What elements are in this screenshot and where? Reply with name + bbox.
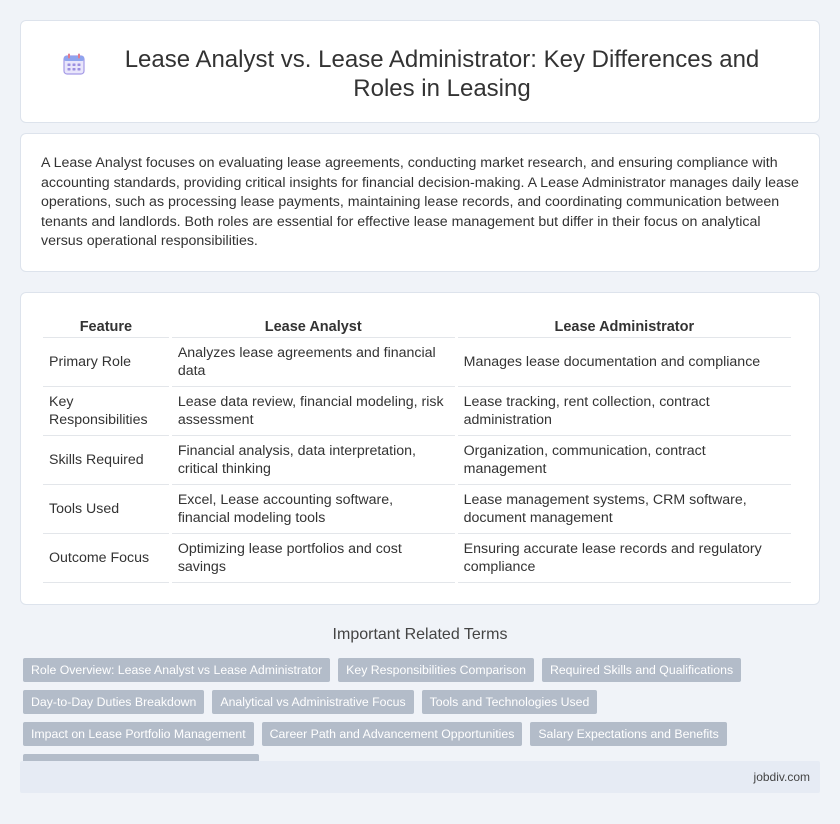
related-tag[interactable]: Career Path and Advancement Opportunities xyxy=(262,722,523,746)
administrator-cell: Lease tracking, rent collection, contract administration xyxy=(458,387,791,436)
administrator-cell: Lease management systems, CRM software, document management xyxy=(458,485,791,534)
comparison-card xyxy=(20,292,820,605)
analyst-cell: Financial analysis, data interpretation, critical thinking xyxy=(172,436,455,485)
header-feature: Feature xyxy=(43,313,169,338)
header-lease-administrator: Lease Administrator xyxy=(458,313,791,338)
intro-text: A Lease Analyst focuses on evaluating lease agreements, conducting market research, and ensuring compliance with accounting standards, providing critical insights for financial decision-making. A Lease Administrator manages daily lease operations, such as processing lease payments, maintaining lease records, and coordinating communication between tenants and landlords. Both roles are essential for effective lease management but differ in their focus on analytical versus operational responsibilities. xyxy=(41,155,799,250)
administrator-cell: Manages lease documentation and compliance xyxy=(458,338,791,387)
related-tag[interactable]: Role Overview: Lease Analyst vs Lease Administrator xyxy=(23,658,330,682)
analyst-cell: Lease data review, financial modeling, risk assessment xyxy=(172,387,455,436)
header-lease-analyst: Lease Analyst xyxy=(172,313,455,338)
feature-cell: Outcome Focus xyxy=(43,534,169,583)
related-tag[interactable]: Impact on Lease Portfolio Management xyxy=(23,722,254,746)
header-card xyxy=(20,20,820,123)
footer-site-link[interactable]: jobdiv.com xyxy=(753,770,810,784)
administrator-cell: Ensuring accurate lease records and regulatory compliance xyxy=(458,534,791,583)
analyst-cell: Optimizing lease portfolios and cost savings xyxy=(172,534,455,583)
related-terms-title: Important Related Terms xyxy=(332,626,508,643)
feature-cell: Tools Used xyxy=(43,485,169,534)
analyst-cell: Excel, Lease accounting software, financial modeling tools xyxy=(172,485,455,534)
related-tag[interactable]: Analytical vs Administrative Focus xyxy=(212,690,413,714)
page-title: Lease Analyst vs. Lease Administrator: Key Differences and Roles in Leasing xyxy=(124,46,760,102)
table-header-row xyxy=(43,313,791,338)
comparison-table xyxy=(40,313,794,583)
related-tag[interactable]: Key Responsibilities Comparison xyxy=(338,658,534,682)
feature-cell: Skills Required xyxy=(43,436,169,485)
intro-card xyxy=(20,133,820,272)
related-tag[interactable]: Salary Expectations and Benefits xyxy=(530,722,726,746)
related-tag[interactable]: Day-to-Day Duties Breakdown xyxy=(23,690,204,714)
feature-cell: Key Responsibilities xyxy=(43,387,169,436)
related-tag[interactable]: Required Skills and Qualifications xyxy=(542,658,741,682)
table-row xyxy=(43,387,791,436)
feature-cell: Primary Role xyxy=(43,338,169,387)
administrator-cell: Organization, communication, contract management xyxy=(458,436,791,485)
analyst-cell: Analyzes lease agreements and financial data xyxy=(172,338,455,387)
footer xyxy=(20,761,820,793)
related-tag[interactable]: Tools and Technologies Used xyxy=(422,690,598,714)
table-row xyxy=(43,534,791,583)
table-row xyxy=(43,485,791,534)
table-row xyxy=(43,338,791,387)
calendar-icon xyxy=(61,51,87,77)
table-row xyxy=(43,436,791,485)
